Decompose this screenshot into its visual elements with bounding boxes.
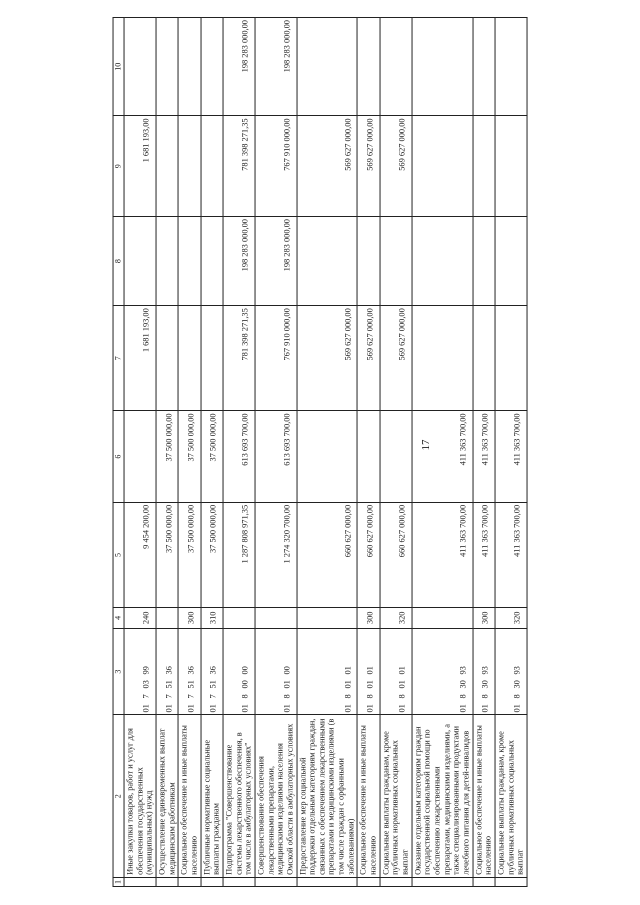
row-amount-cell xyxy=(201,116,223,217)
row-name-cell: Социальное обеспечение и иные выплаты населению xyxy=(178,715,200,877)
code-part: 01 xyxy=(458,704,468,713)
row-amount-cell: 37 500 000,00 xyxy=(201,411,223,502)
row-blank-cell xyxy=(156,877,178,886)
code-part: 01 xyxy=(343,666,353,675)
row-amount-cell xyxy=(357,411,379,502)
row-amount-cell xyxy=(297,217,358,306)
row-blank-cell xyxy=(178,877,200,886)
column-number-header: 10 xyxy=(113,18,124,116)
row-amount-cell: 1 274 320 700,00 xyxy=(255,502,297,607)
code-part: 01 xyxy=(240,704,250,713)
code-part: 7 xyxy=(164,694,174,699)
code-part: 01 xyxy=(397,704,407,713)
row-amount-cell xyxy=(380,217,412,306)
code-part: 00 xyxy=(282,666,292,675)
row-amount-cell: 767 910 000,00 xyxy=(255,306,297,411)
row-code-cell xyxy=(255,628,297,715)
row-code-cell xyxy=(495,628,527,715)
row-code-cell xyxy=(156,628,178,715)
code-part: 93 xyxy=(458,666,468,675)
column-number-header: 4 xyxy=(113,608,124,629)
row-blank-cell xyxy=(495,877,527,886)
row-amount-cell xyxy=(178,217,200,306)
row-amount-cell xyxy=(297,18,358,116)
row-amount-cell: 613 693 700,00 xyxy=(255,411,297,502)
row-code-cell xyxy=(380,628,412,715)
row-amount-cell: 37 500 000,00 xyxy=(156,502,178,607)
row-amount-cell: 569 627 000,00 xyxy=(297,306,358,411)
row-amount-cell: 198 283 000,00 xyxy=(223,18,255,116)
code-part: 01 xyxy=(365,680,375,689)
row-amount-cell xyxy=(495,18,527,116)
row-amount-cell xyxy=(156,217,178,306)
column-number-header: 8 xyxy=(113,217,124,306)
row-amount-cell xyxy=(412,217,473,306)
code-part: 8 xyxy=(343,694,353,699)
table-row xyxy=(357,18,379,887)
column-number-header: 3 xyxy=(113,628,124,715)
row-amount-cell: 198 283 000,00 xyxy=(255,18,297,116)
code-part: 01 xyxy=(397,666,407,675)
row-amount-cell xyxy=(473,116,495,217)
row-amount-cell xyxy=(412,18,473,116)
row-amount-cell: 37 500 000,00 xyxy=(201,502,223,607)
row-amount-cell: 411 363 700,00 xyxy=(495,502,527,607)
code-part: 30 xyxy=(458,680,468,689)
row-amount-cell xyxy=(178,116,200,217)
code-part: 7 xyxy=(208,694,218,699)
column-number-header: 6 xyxy=(113,411,124,502)
row-amount-cell xyxy=(357,217,379,306)
row-blank-cell xyxy=(297,877,358,886)
row-amount-cell: 198 283 000,00 xyxy=(223,217,255,306)
row-amount-cell: 1 287 808 971,35 xyxy=(223,502,255,607)
row-amount-cell xyxy=(495,306,527,411)
code-part: 01 xyxy=(164,704,174,713)
table-row xyxy=(156,18,178,887)
column-number-header: 7 xyxy=(113,306,124,411)
row-amount-cell: 198 283 000,00 xyxy=(255,217,297,306)
row-amount-cell xyxy=(473,306,495,411)
row-blank-cell xyxy=(473,877,495,886)
row-blank-cell xyxy=(357,877,379,886)
row-expense-type-cell: 240 xyxy=(124,608,156,629)
row-code-cell xyxy=(297,628,358,715)
table-row xyxy=(201,18,223,887)
table-row xyxy=(223,18,255,887)
row-code-cell xyxy=(412,628,473,715)
row-name-cell: Социальные выплаты гражданам, кроме публичных нормативных социальных выплат xyxy=(380,715,412,877)
row-name-cell: Предоставление мер социальной поддержки отдельным категориям граждан, связанных с обеспечением лекарственными препаратами и медицинскими изделиями (в том числе граждан с орфанными заболеваниями) xyxy=(297,715,358,877)
code-part: 01 xyxy=(365,666,375,675)
code-part: 51 xyxy=(164,680,174,689)
row-amount-cell xyxy=(201,217,223,306)
code-part: 00 xyxy=(240,680,250,689)
row-code-cell xyxy=(357,628,379,715)
code-part: 01 xyxy=(282,704,292,713)
row-expense-type-cell: 300 xyxy=(473,608,495,629)
row-expense-type-cell xyxy=(297,608,358,629)
code-part: 30 xyxy=(480,680,490,689)
row-amount-cell xyxy=(473,18,495,116)
row-blank-cell xyxy=(412,877,473,886)
table-row xyxy=(495,18,527,887)
row-name-cell: Социальные выплаты гражданам, кроме публичных нормативных социальных выплат xyxy=(495,715,527,877)
code-part: 00 xyxy=(240,666,250,675)
row-amount-cell: 37 500 000,00 xyxy=(156,411,178,502)
row-amount-cell: 1 681 193,00 xyxy=(124,306,156,411)
row-blank-cell xyxy=(201,877,223,886)
row-expense-type-cell: 310 xyxy=(201,608,223,629)
code-part: 8 xyxy=(282,694,292,699)
code-part: 8 xyxy=(512,694,522,699)
row-amount-cell xyxy=(357,18,379,116)
row-amount-cell xyxy=(201,306,223,411)
row-blank-cell xyxy=(380,877,412,886)
row-name-cell: Оказание отдельным категориям граждан государственной социальной помощи по обеспечению лекарственными препаратами, медицинскими изделиями, а также специализированными продуктами лечебного питания для детей-инвалидов xyxy=(412,715,473,877)
code-part: 36 xyxy=(186,666,196,675)
row-amount-cell xyxy=(412,116,473,217)
row-amount-cell: 660 627 000,00 xyxy=(357,502,379,607)
row-amount-cell: 569 627 000,00 xyxy=(380,116,412,217)
budget-table xyxy=(113,17,528,887)
row-amount-cell: 613 693 700,00 xyxy=(223,411,255,502)
row-expense-type-cell xyxy=(255,608,297,629)
code-part: 01 xyxy=(343,704,353,713)
code-part: 01 xyxy=(208,704,218,713)
row-blank-cell xyxy=(124,877,156,886)
code-part: 8 xyxy=(365,694,375,699)
row-name-cell: Осуществление единовременных выплат медицинским работникам xyxy=(156,715,178,877)
code-part: 01 xyxy=(480,704,490,713)
row-amount-cell xyxy=(380,411,412,502)
row-expense-type-cell: 320 xyxy=(380,608,412,629)
row-amount-cell xyxy=(201,18,223,116)
row-amount-cell xyxy=(124,217,156,306)
row-amount-cell xyxy=(156,116,178,217)
row-amount-cell xyxy=(156,18,178,116)
code-part: 01 xyxy=(343,680,353,689)
row-amount-cell: 569 627 000,00 xyxy=(380,306,412,411)
row-code-cell xyxy=(223,628,255,715)
code-part: 03 xyxy=(141,680,151,689)
row-amount-cell: 37 500 000,00 xyxy=(178,411,200,502)
code-part: 51 xyxy=(208,680,218,689)
row-amount-cell xyxy=(297,411,358,502)
code-part: 7 xyxy=(141,694,151,699)
code-part: 8 xyxy=(458,694,468,699)
row-amount-cell: 781 398 271,35 xyxy=(223,116,255,217)
row-blank-cell xyxy=(223,877,255,886)
column-number-header: 2 xyxy=(113,715,124,877)
code-part: 51 xyxy=(186,680,196,689)
row-amount-cell: 9 454 200,00 xyxy=(124,502,156,607)
row-name-cell: Подпрограмма "Совершенствование системы лекарственного обеспечения, в том числе в амбулаторных условиях" xyxy=(223,715,255,877)
code-part: 8 xyxy=(240,694,250,699)
row-amount-cell: 660 627 000,00 xyxy=(380,502,412,607)
code-part: 01 xyxy=(186,704,196,713)
row-name-cell: Социальное обеспечение и иные выплаты населению xyxy=(473,715,495,877)
row-expense-type-cell: 300 xyxy=(178,608,200,629)
row-amount-cell: 37 500 000,00 xyxy=(178,502,200,607)
row-code-cell xyxy=(178,628,200,715)
code-part: 01 xyxy=(282,680,292,689)
code-part: 01 xyxy=(512,704,522,713)
row-amount-cell xyxy=(124,18,156,116)
row-amount-cell: 569 627 000,00 xyxy=(357,116,379,217)
row-code-cell xyxy=(124,628,156,715)
row-name-cell: Совершенствование обеспечения лекарственными препаратами, медицинскими изделиями населения Омской области в амбулаторных условиях xyxy=(255,715,297,877)
row-amount-cell xyxy=(156,306,178,411)
row-amount-cell xyxy=(495,217,527,306)
header-row xyxy=(113,18,124,887)
row-amount-cell xyxy=(124,411,156,502)
code-part: 8 xyxy=(397,694,407,699)
code-part: 93 xyxy=(512,666,522,675)
page-number: 17 xyxy=(420,439,432,451)
column-number-header: 5 xyxy=(113,502,124,607)
row-amount-cell: 767 910 000,00 xyxy=(255,116,297,217)
code-part: 30 xyxy=(512,680,522,689)
row-name-cell: Иные закупки товаров, работ и услуг для обеспечения государственных (муниципальных) нужд xyxy=(124,715,156,877)
code-part: 8 xyxy=(480,694,490,699)
table-row xyxy=(124,18,156,887)
code-part: 01 xyxy=(365,704,375,713)
table-row xyxy=(255,18,297,887)
row-amount-cell: 411 363 700,00 xyxy=(412,411,473,502)
row-amount-cell: 569 627 000,00 xyxy=(357,306,379,411)
row-code-cell xyxy=(473,628,495,715)
table-row xyxy=(412,18,473,887)
row-code-cell xyxy=(201,628,223,715)
row-amount-cell xyxy=(178,18,200,116)
row-amount-cell xyxy=(473,217,495,306)
table-body xyxy=(113,18,527,887)
row-amount-cell: 781 398 271,35 xyxy=(223,306,255,411)
column-number-header: 1 xyxy=(113,877,124,886)
row-amount-cell: 411 363 700,00 xyxy=(473,502,495,607)
table-row xyxy=(297,18,358,887)
row-blank-cell xyxy=(255,877,297,886)
row-amount-cell: 569 627 000,00 xyxy=(297,116,358,217)
row-amount-cell xyxy=(412,306,473,411)
row-amount-cell xyxy=(380,18,412,116)
table-row xyxy=(473,18,495,887)
row-amount-cell: 411 363 700,00 xyxy=(412,502,473,607)
row-amount-cell: 411 363 700,00 xyxy=(473,411,495,502)
row-name-cell: Публичные нормативные социальные выплаты гражданам xyxy=(201,715,223,877)
row-expense-type-cell xyxy=(223,608,255,629)
row-name-cell: Социальное обеспечение и иные выплаты населению xyxy=(357,715,379,877)
code-part: 36 xyxy=(208,666,218,675)
row-amount-cell: 1 681 193,00 xyxy=(124,116,156,217)
row-amount-cell xyxy=(495,116,527,217)
code-part: 93 xyxy=(480,666,490,675)
row-expense-type-cell xyxy=(156,608,178,629)
row-expense-type-cell xyxy=(412,608,473,629)
code-part: 01 xyxy=(397,680,407,689)
code-part: 36 xyxy=(164,666,174,675)
row-amount-cell: 660 627 000,00 xyxy=(297,502,358,607)
row-expense-type-cell: 300 xyxy=(357,608,379,629)
row-amount-cell: 411 363 700,00 xyxy=(495,411,527,502)
column-number-header: 9 xyxy=(113,116,124,217)
table-row xyxy=(380,18,412,887)
code-part: 7 xyxy=(186,694,196,699)
row-amount-cell xyxy=(178,306,200,411)
code-part: 01 xyxy=(141,704,151,713)
row-expense-type-cell: 320 xyxy=(495,608,527,629)
table-row xyxy=(178,18,200,887)
code-part: 99 xyxy=(141,666,151,675)
